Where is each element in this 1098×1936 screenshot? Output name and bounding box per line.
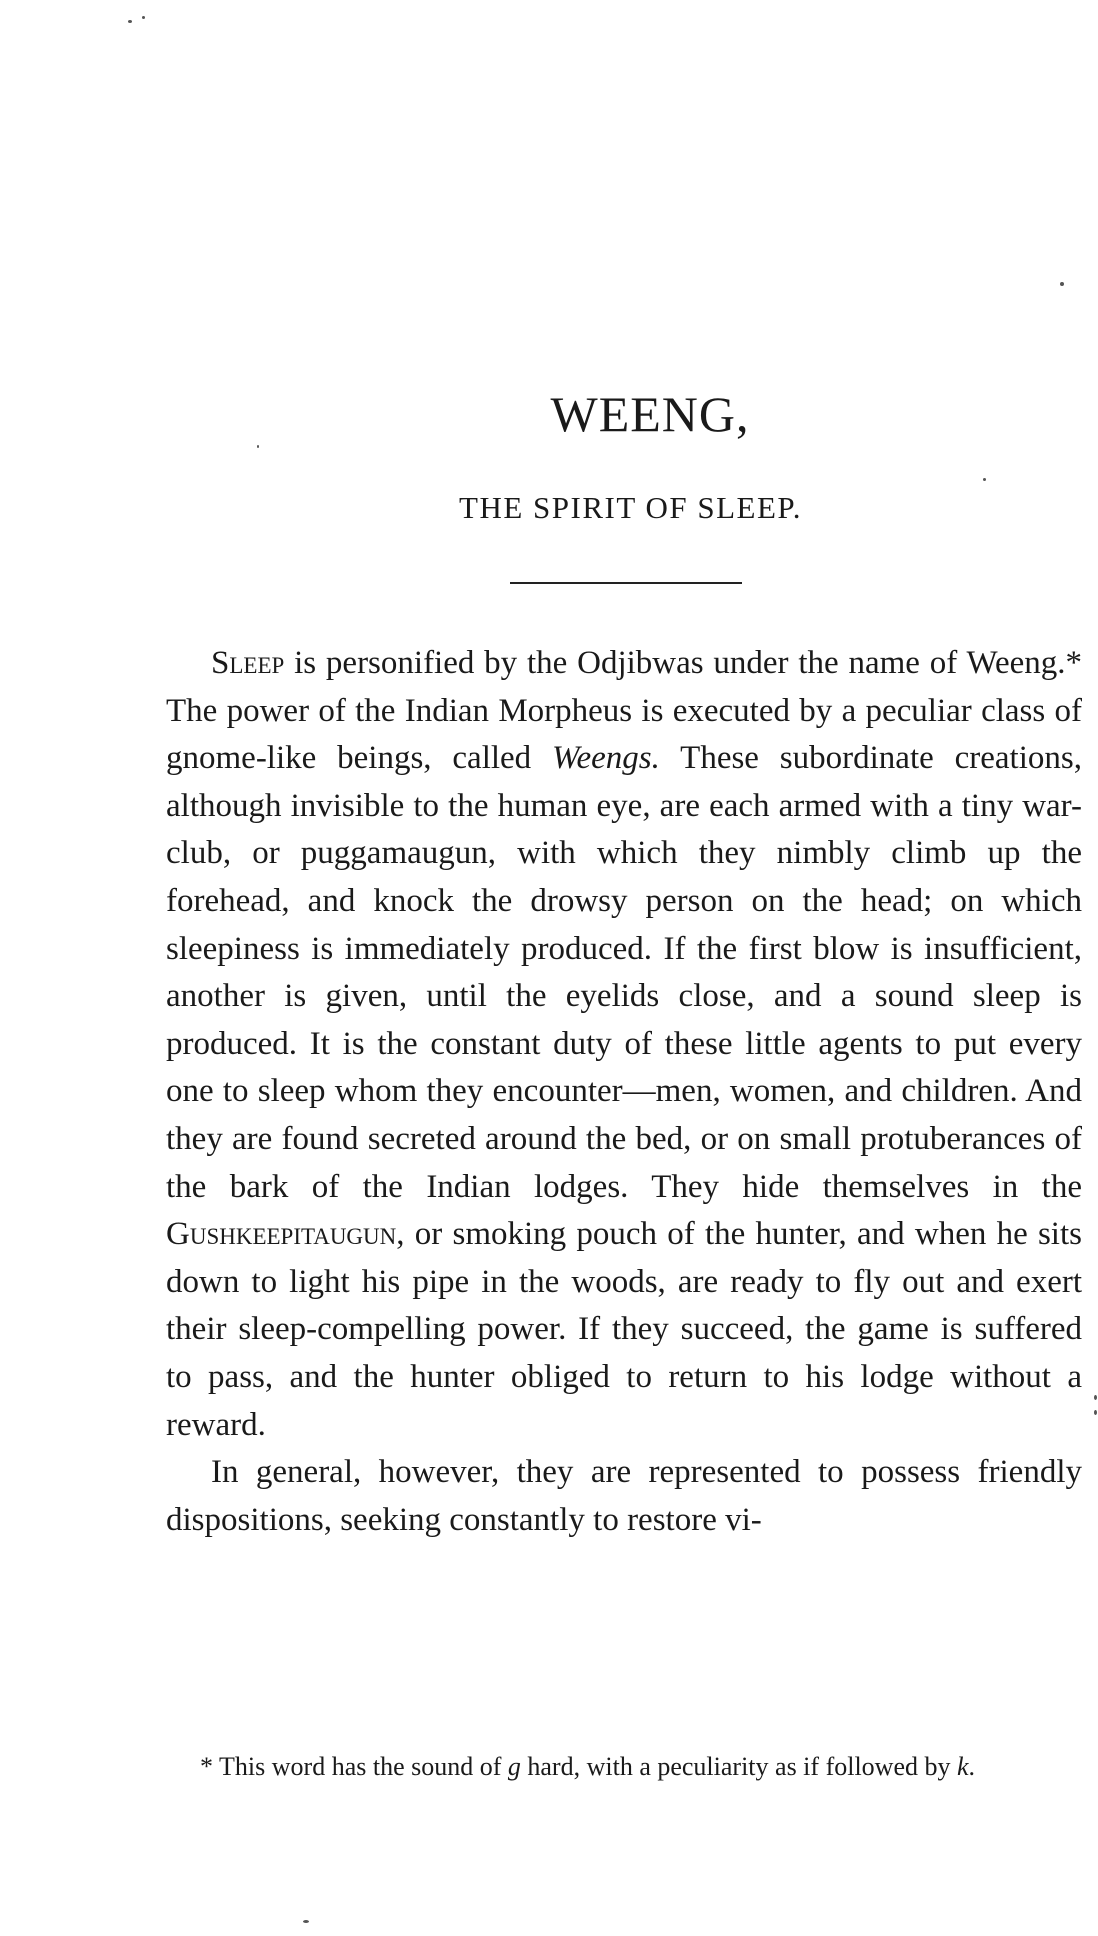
chapter-title-text: WEENG, bbox=[550, 386, 750, 442]
footnote bbox=[166, 1748, 1082, 1786]
lead-word: Sleep bbox=[211, 645, 285, 681]
term-gushkeepitaugun: Gushkeepitaugun bbox=[166, 1216, 397, 1253]
paragraph-1 bbox=[166, 640, 1082, 1449]
footnote-italic-k: k bbox=[957, 1752, 969, 1781]
emphasis-weengs: Weengs. bbox=[552, 740, 660, 777]
scan-speck bbox=[1094, 1395, 1097, 1400]
paragraph-2-text: In general, however, they are represented to possess friendly dispositions, seeking constantly to restore vi- bbox=[166, 1454, 1082, 1538]
scan-speck bbox=[1094, 1410, 1097, 1415]
footnote-text-c: . bbox=[968, 1752, 976, 1781]
chapter-title bbox=[0, 385, 1098, 443]
chapter-subtitle bbox=[0, 490, 1098, 526]
scan-speck bbox=[257, 445, 259, 448]
paragraph-1-text-b: These subordinate creations, although invisible to the human eye, are each armed with a tiny war-club, or puggamaugun, with which they nimbly climb up the forehead, and knock the drowsy person on the head; on which sleepiness is immediately produced. If the first blow is insufficient, another is given, until the eyelids close, and a sound sleep is produced. It is the constant duty of these little agents to put every one to sleep whom they encounter—men, women, and children. And they are found secreted around the bed, or on small protuberances of the bark of the Indian lodges. They hide themselves in the bbox=[166, 740, 1082, 1205]
scan-speck bbox=[303, 1920, 309, 1923]
body-text bbox=[166, 640, 1082, 1544]
title-divider bbox=[510, 582, 742, 584]
footnote-italic-g: g bbox=[507, 1752, 521, 1781]
paragraph-1-text-a: is personified by the Odjibwas under the name of Weeng.* The power of the Indian Morpheus is executed by a peculiar class of gnome-like beings, called bbox=[166, 645, 1082, 777]
scan-speck bbox=[128, 20, 132, 23]
footnote-text-b: hard, with a peculiarity as if followed by bbox=[520, 1752, 957, 1781]
scan-speck bbox=[983, 478, 986, 481]
chapter-subtitle-text: THE SPIRIT OF SLEEP. bbox=[459, 490, 802, 525]
paragraph-2 bbox=[166, 1449, 1082, 1544]
scan-speck bbox=[142, 16, 145, 19]
scan-speck bbox=[1060, 282, 1064, 286]
footnote-text-a: * This word has the sound of bbox=[200, 1752, 508, 1781]
paragraph-1-text-c: , or smoking pouch of the hunter, and when he sits down to light his pipe in the woods, are ready to fly out and exert their sleep-compelling power. If they succeed, the game is suffered to pass, and the hunter obliged to return to his lodge without a reward. bbox=[166, 1216, 1082, 1443]
